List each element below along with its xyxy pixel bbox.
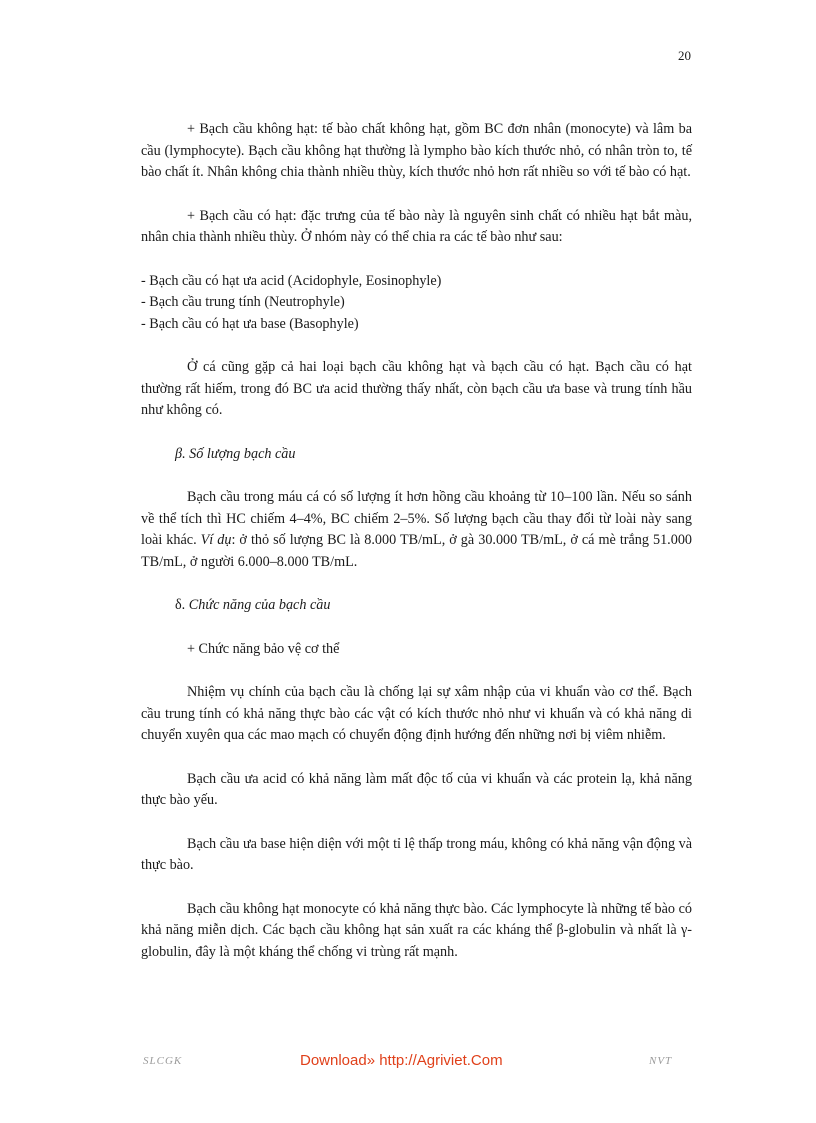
subheading-protection: + Chức năng bảo vệ cơ thể bbox=[187, 640, 340, 657]
paragraph-leukocyte-count bbox=[141, 487, 692, 573]
footer-right-mark: NVT bbox=[649, 1055, 673, 1067]
heading-text: Chức năng của bạch cầu bbox=[188, 597, 331, 613]
count-text-part: Bạch cầu trong máu cá có số lượng ít hơn hồng cầu khoảng từ 10–100 lần. Nếu so sánh về thể tích thì HC chiếm 4–4%, BC chiếm 2–5%. Số lượng bạch cầu thay đổi từ loài này sang loài khác. bbox=[141, 489, 692, 548]
list-item: - Bạch cầu có hạt ưa base (Basophyle) bbox=[141, 315, 359, 332]
page-body bbox=[141, 119, 692, 985]
count-text-part: : ở thỏ số lượng BC là 8.000 TB/mL, ở gà 30.000 TB/mL, ở cá mè trắng 51.000 TB/mL, ở người 6.000–8.000 TB/mL. bbox=[141, 532, 693, 570]
section-heading-count: β. Số lượng bạch cầu bbox=[175, 445, 296, 462]
paragraph-monocyte: Bạch cầu không hạt monocyte có khả năng thực bào. Các lymphocyte là những tế bào có khả năng miễn dịch. Các bạch cầu không hạt sản xuất ra các kháng thể β-globulin và nhất là γ-globulin, đây là một kháng thể chống vi trùng rất mạnh. bbox=[141, 900, 692, 960]
paragraph-eosinophil: Bạch cầu ưa acid có khả năng làm mất độc tố của vi khuẩn và các protein lạ, khả năng thực bào yếu. bbox=[141, 770, 692, 808]
list-item: - Bạch cầu có hạt ưa acid (Acidophyle, Eosinophyle) bbox=[141, 272, 442, 289]
paragraph-main-duty: Nhiệm vụ chính của bạch cầu là chống lại sự xâm nhập của vi khuẩn vào cơ thể. Bạch cầu trung tính có khả năng thực bào các vật có kích thước nhỏ như vi khuẩn và có khả năng di chuyển xuyên qua các mao mạch có chuyển động định hướng đến những nơi bị viêm nhiễm. bbox=[141, 684, 692, 743]
granulocyte-list bbox=[141, 271, 692, 336]
paragraph-fish-leukocytes: Ở cá cũng gặp cả hai loại bạch cầu không hạt và bạch cầu có hạt. Bạch cầu có hạt thường rất hiếm, trong đó BC ưa acid thường thấy nhất, còn bạch cầu ưa base và trung tính hầu như không có. bbox=[141, 359, 692, 418]
page-footer bbox=[0, 1052, 816, 1079]
paragraph-agranulocytes: + Bạch cầu không hạt: tế bào chất không hạt, gồm BC đơn nhân (monocyte) và lâm ba cầu (lymphocyte). Bạch cầu không hạt thường là lympho bào kích thước nhỏ, có nhân tròn to, tế bào chất ít. Nhân không chia thành nhiều thùy, kích thước nhỏ hơn rất nhiều so với tế bào có hạt. bbox=[141, 121, 692, 180]
footer-left-mark: SLCGK bbox=[143, 1055, 183, 1067]
section-heading-function bbox=[141, 595, 692, 617]
paragraph-granulocytes: + Bạch cầu có hạt: đặc trưng của tế bào này là nguyên sinh chất có nhiều hạt bắt màu, nhân chia thành nhiều thùy. Ở nhóm này có thể chia ra các tế bào như sau: bbox=[141, 207, 692, 245]
heading-prefix: δ. bbox=[175, 597, 189, 613]
paragraph-basophil: Bạch cầu ưa base hiện diện với một tỉ lệ thấp trong máu, không có khả năng vận động và thực bào. bbox=[141, 835, 692, 873]
example-label: Ví dụ bbox=[200, 532, 232, 548]
footer-download-link[interactable]: Download» http://Agriviet.Com bbox=[300, 1052, 503, 1069]
list-item: - Bạch cầu trung tính (Neutrophyle) bbox=[141, 294, 345, 310]
page-number: 20 bbox=[678, 48, 691, 63]
